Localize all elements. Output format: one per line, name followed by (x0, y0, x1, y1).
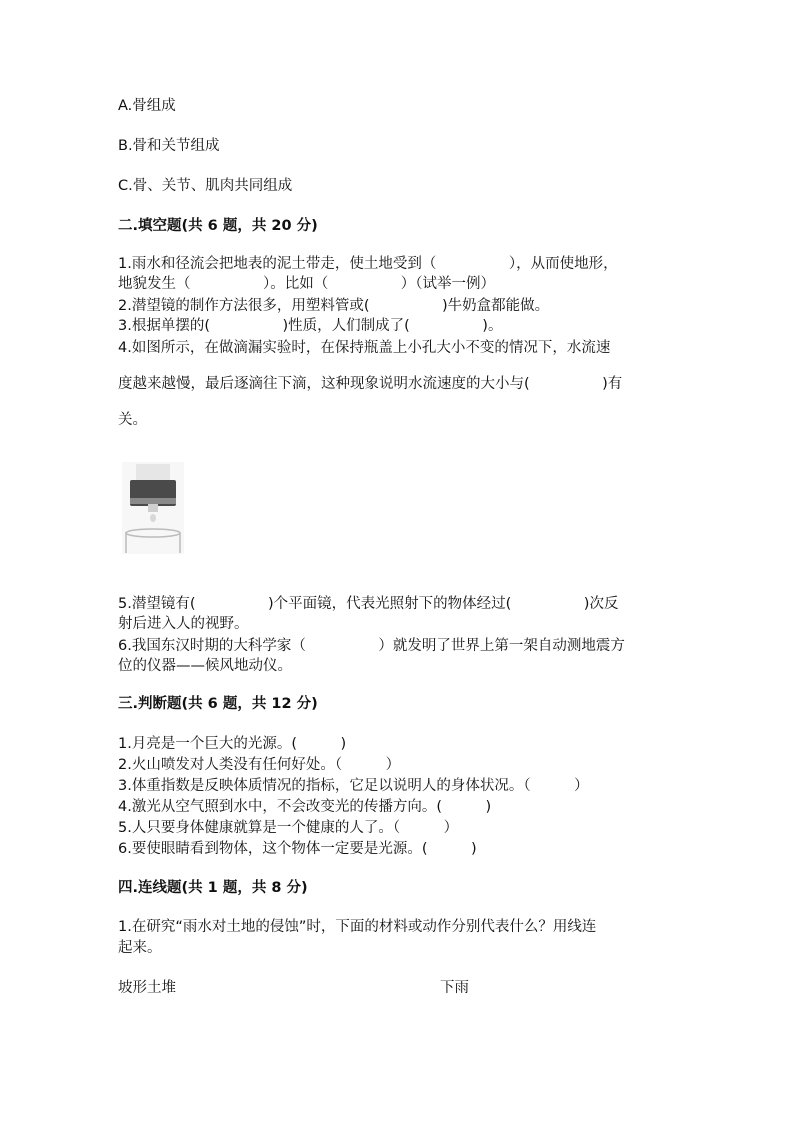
judge-q5: 5.人只要身体健康就算是一个健康的人了。（ ） (118, 820, 459, 836)
fill-q2: 2.潜望镜的制作方法很多，用塑料管或( )牛奶盒都能做。 (118, 298, 550, 314)
judge-q3: 3.体重指数是反映体质情况的指标，它足以说明人的身体状况。（ ） (118, 778, 589, 794)
judge-q1: 1.月亮是一个巨大的光源。( ) (118, 736, 347, 752)
fill-q6-line2: 位的仪器——候风地动仪。 (118, 658, 292, 674)
fill-q1-line2: 地貌发生（ ）。比如（ ）（试举一例） (118, 276, 495, 292)
match-right-item: 下雨 (440, 980, 469, 996)
option-a: A.骨组成 (118, 98, 176, 114)
fill-q6-line1: 6.我国东汉时期的大科学家（ ）就发明了世界上第一架自动测地震方 (118, 638, 625, 654)
fill-q5-line2: 射后进入人的视野。 (118, 616, 249, 632)
judge-q4: 4.激光从空气照到水中，不会改变光的传播方向。( ) (118, 799, 492, 815)
fill-q3: 3.根据单摆的( )性质，人们制成了( )。 (118, 318, 503, 334)
drip-bottle-illustration (122, 462, 184, 554)
fill-q4-line2: 度越来越慢，最后逐滴往下滴，这种现象说明水流速度的大小与( )有 (118, 376, 623, 392)
match-q1-line2: 起来。 (118, 940, 162, 956)
section-heading-judgment: 三.判断题(共 6 题，共 12 分) (118, 696, 318, 712)
option-b: B.骨和关节组成 (118, 138, 220, 154)
match-left-item: 坡形土堆 (118, 980, 176, 996)
option-c: C.骨、关节、肌肉共同组成 (118, 178, 293, 194)
fill-q5-line1: 5.潜望镜有( )个平面镜，代表光照射下的物体经过( )次反 (118, 596, 619, 612)
fill-q1-line1: 1.雨水和径流会把地表的泥土带走，使土地受到（ ），从而使地形， (118, 256, 618, 272)
judge-q6: 6.要使眼睛看到物体，这个物体一定要是光源。( ) (118, 841, 477, 857)
section-heading-fill-in: 二.填空题(共 6 题，共 20 分) (118, 218, 318, 234)
section-heading-matching: 四.连线题(共 1 题，共 8 分) (118, 880, 308, 896)
judge-q2: 2.火山喷发对人类没有任何好处。（ ） (118, 757, 401, 773)
fill-q4-line1: 4.如图所示，在做滴漏实验时，在保持瓶盖上小孔大小不变的情况下，水流速 (118, 340, 611, 356)
match-q1-line1: 1.在研究“雨水对土地的侵蚀”时，下面的材料或动作分别代表什么？用线连 (118, 919, 597, 935)
fill-q4-line3: 关。 (118, 412, 147, 428)
